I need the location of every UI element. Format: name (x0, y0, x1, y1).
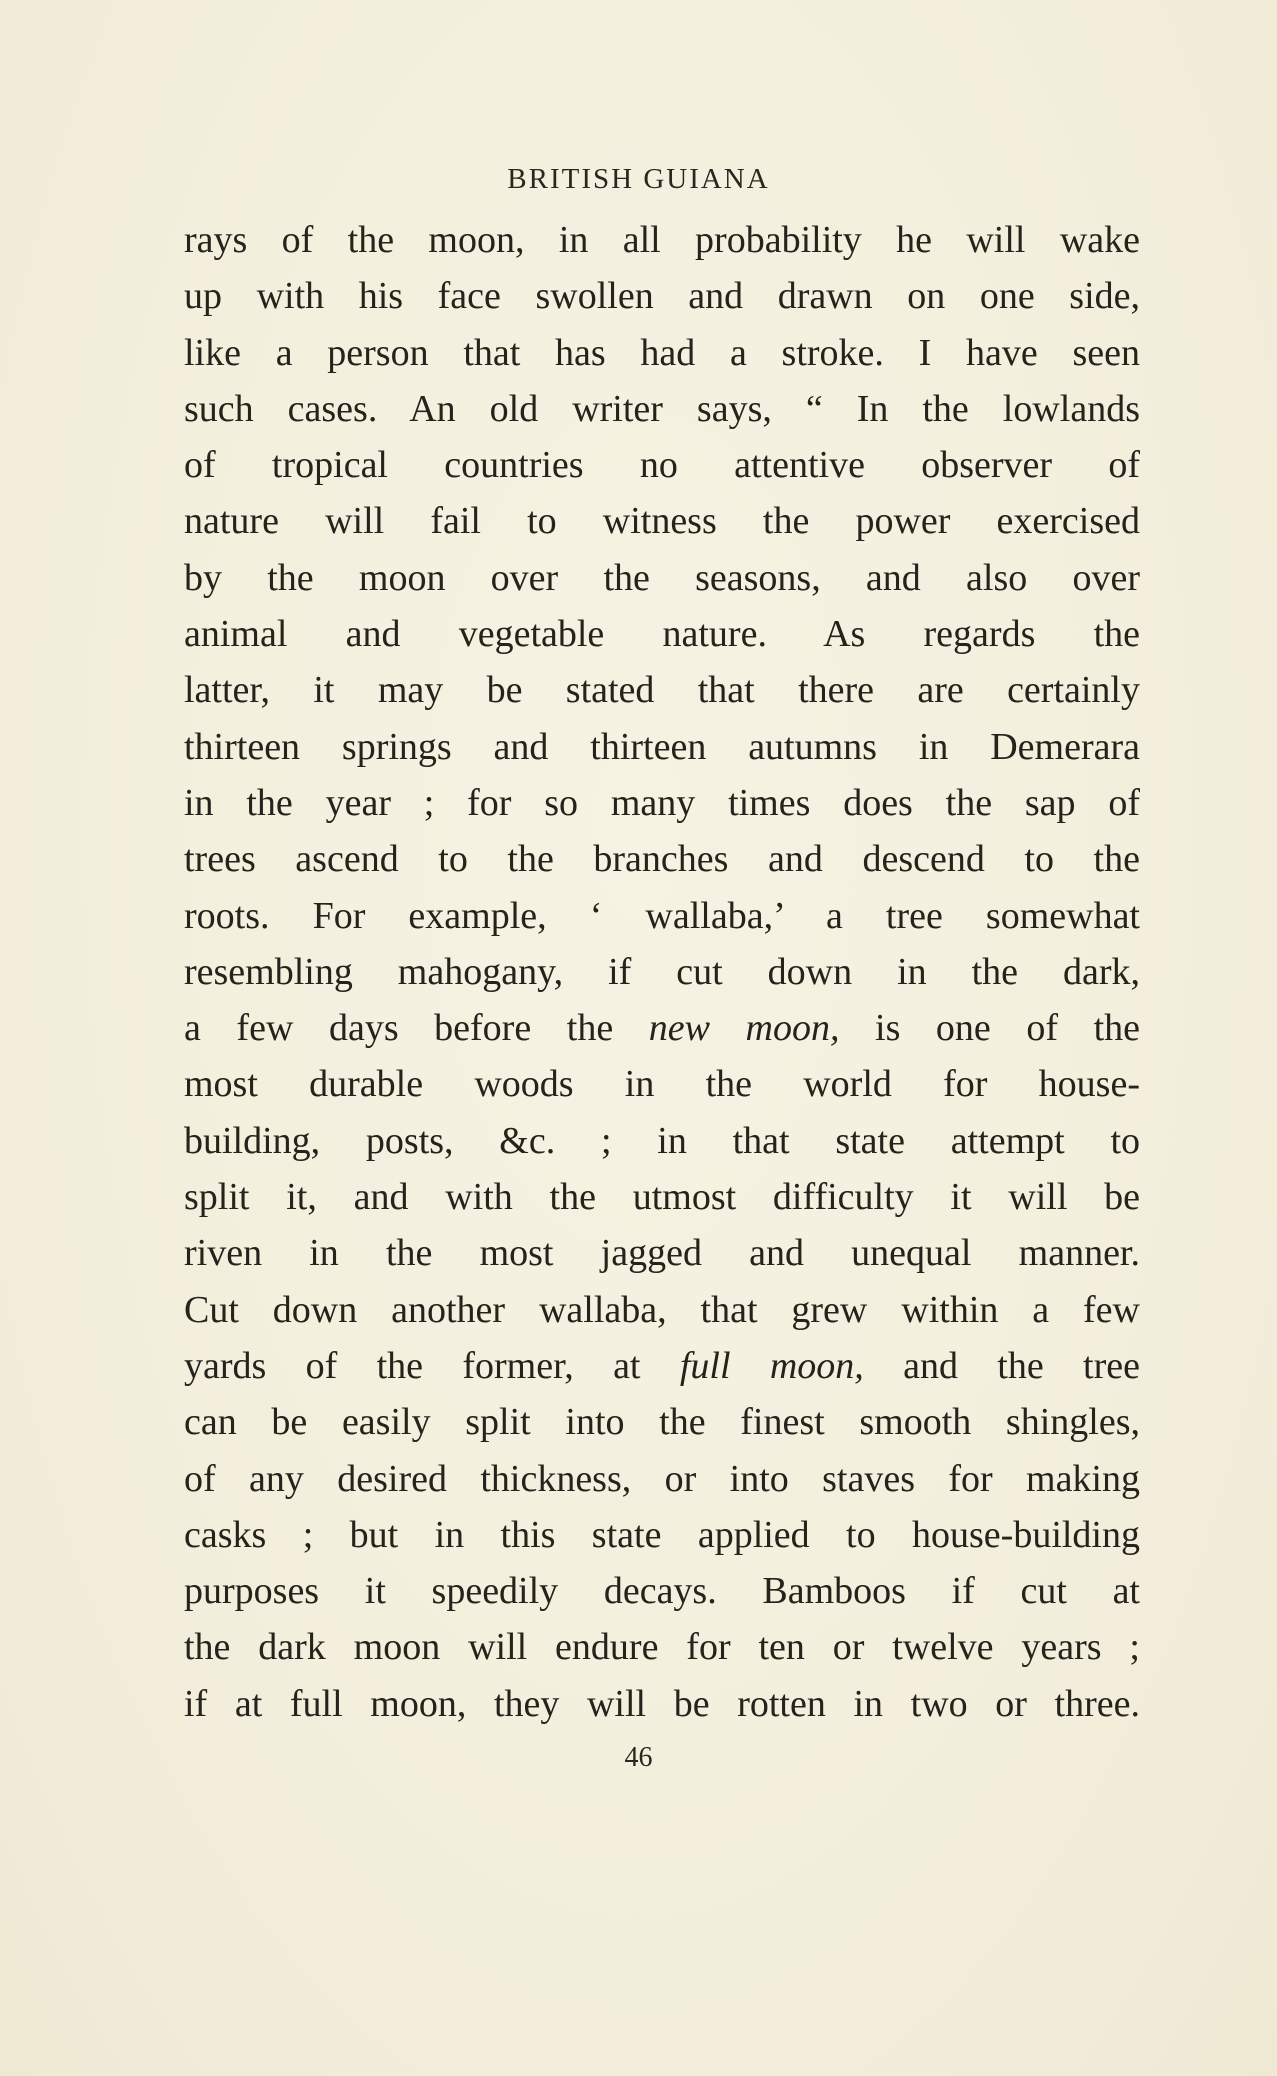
text-line: thirteen springs and thirteen autumns in Demerara (184, 725, 1140, 768)
text-line: the dark moon will endure for ten or twelve years ; (184, 1626, 1140, 1669)
text-line: by the moon over the seasons, and also over (184, 556, 1140, 599)
text-line: rays of the moon, in all probability he will wake (184, 219, 1140, 261)
text-line: animal and vegetable nature. As regards the (184, 613, 1140, 656)
text-line: if at full moon, they will be rotten in two or three. (184, 1682, 1140, 1725)
text-line: building, posts, &c. ; in that state attempt to (184, 1119, 1140, 1162)
text-line: split it, and with the utmost difficulty it will be (184, 1176, 1140, 1219)
text-line-with-italic (184, 1338, 1140, 1394)
text-line: up with his face swollen and drawn on one side, (184, 275, 1140, 318)
running-head: BRITISH GUIANA (507, 163, 770, 195)
text-line: of any desired thickness, or into staves for making (184, 1457, 1140, 1500)
text-line: riven in the most jagged and unequal manner. (184, 1232, 1140, 1275)
text-line: resembling mahogany, if cut down in the dark, (184, 950, 1140, 993)
text-line: Cut down another wallaba, that grew within a few (184, 1288, 1140, 1331)
text-line: of tropical countries no attentive observer of (184, 444, 1140, 487)
text-line: can be easily split into the finest smooth shingles, (184, 1401, 1140, 1444)
text-line: trees ascend to the branches and descend to the (184, 838, 1140, 881)
text-line: like a person that has had a stroke. I have seen (184, 331, 1140, 374)
text-run: is one of the (839, 1007, 1140, 1050)
text-run: yards of the former, at (184, 1344, 680, 1387)
text-run: a few days before the (184, 1007, 649, 1050)
text-line: purposes it speedily decays. Bamboos if cut at (184, 1570, 1140, 1613)
text-line: most durable woods in the world for house- (184, 1063, 1140, 1106)
page-number: 46 (624, 1742, 653, 1773)
text-run: and the tree (863, 1344, 1140, 1387)
text-line: such cases. An old writer says, “ In the lowlands (184, 387, 1140, 430)
text-line: in the year ; for so many times does the sap of (184, 781, 1140, 824)
text-line: nature will fail to witness the power exercised (184, 500, 1140, 543)
text-line: latter, it may be stated that there are certainly (184, 669, 1140, 712)
body-text (184, 212, 1140, 1732)
text-line: roots. For example, ‘ wallaba,’ a tree somewhat (184, 894, 1140, 937)
text-line: casks ; but in this state applied to house-building (184, 1513, 1140, 1556)
text-line-with-italic (184, 1000, 1140, 1056)
italic-phrase: full moon, (679, 1344, 864, 1387)
italic-phrase: new moon, (648, 1007, 840, 1050)
